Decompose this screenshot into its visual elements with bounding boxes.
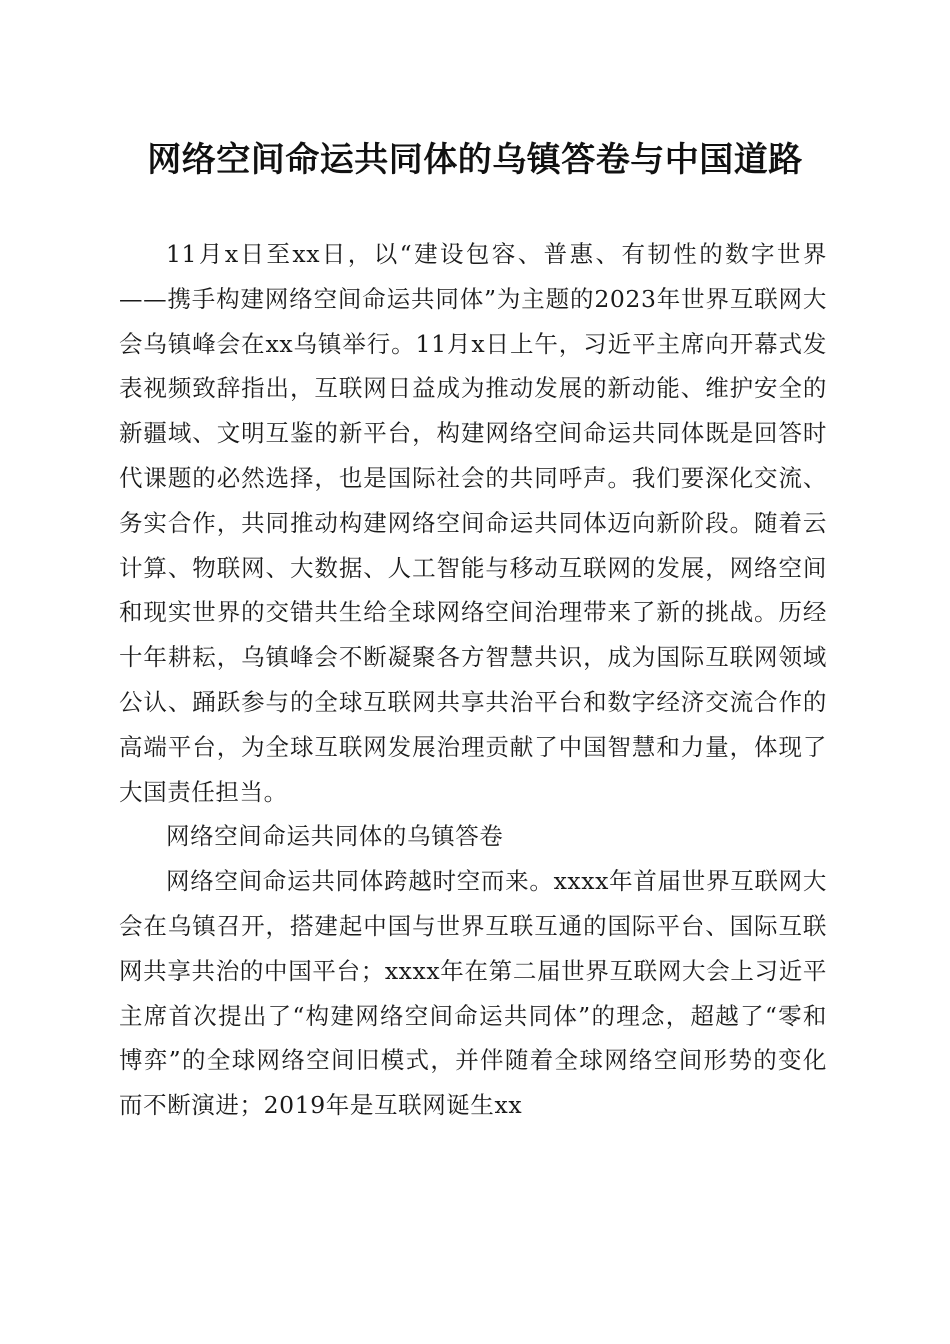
document-body bbox=[119, 232, 827, 1128]
body-paragraph-intro: 11月x日至xx日，以“建设包容、普惠、有韧性的数字世界——携手构建网络空间命运共同体”为主题的2023年世界互联网大会乌镇峰会在xx乌镇举行。11月x日上午，习近平主席向开幕式发表视频致辞指出，互联网日益成为推动发展的新动能、维护安全的新疆域、文明互鉴的新平台，构建网络空间命运共同体既是回答时代课题的必然选择，也是国际社会的共同呼声。我们要深化交流、务实合作，共同推动构建网络空间命运共同体迈向新阶段。随着云计算、物联网、大数据、人工智能与移动互联网的发展，网络空间和现实世界的交错共生给全球网络空间治理带来了新的挑战。历经十年耕耘，乌镇峰会不断凝聚各方智慧共识，成为国际互联网领域公认、踊跃参与的全球互联网共享共治平台和数字经济交流合作的高端平台，为全球互联网发展治理贡献了中国智慧和力量，体现了大国责任担当。 bbox=[119, 240, 827, 806]
body-paragraph-section: 网络空间命运共同体跨越时空而来。xxxx年首届世界互联网大会在乌镇召开，搭建起中国与世界互联互通的国际平台、国际互联网共享共治的中国平台；xxxx年在第二届世界互联网大会上习近平主席首次提出了“构建网络空间命运共同体”的理念，超越了“零和博弈”的全球网络空间旧模式，并伴随着全球网络空间形势的变化而不断演进；2019年是互联网诞生xx bbox=[119, 867, 827, 1120]
section-heading: 网络空间命运共同体的乌镇答卷 bbox=[166, 822, 504, 851]
document-title: 网络空间命运共同体的乌镇答卷与中国道路 bbox=[147, 140, 803, 180]
